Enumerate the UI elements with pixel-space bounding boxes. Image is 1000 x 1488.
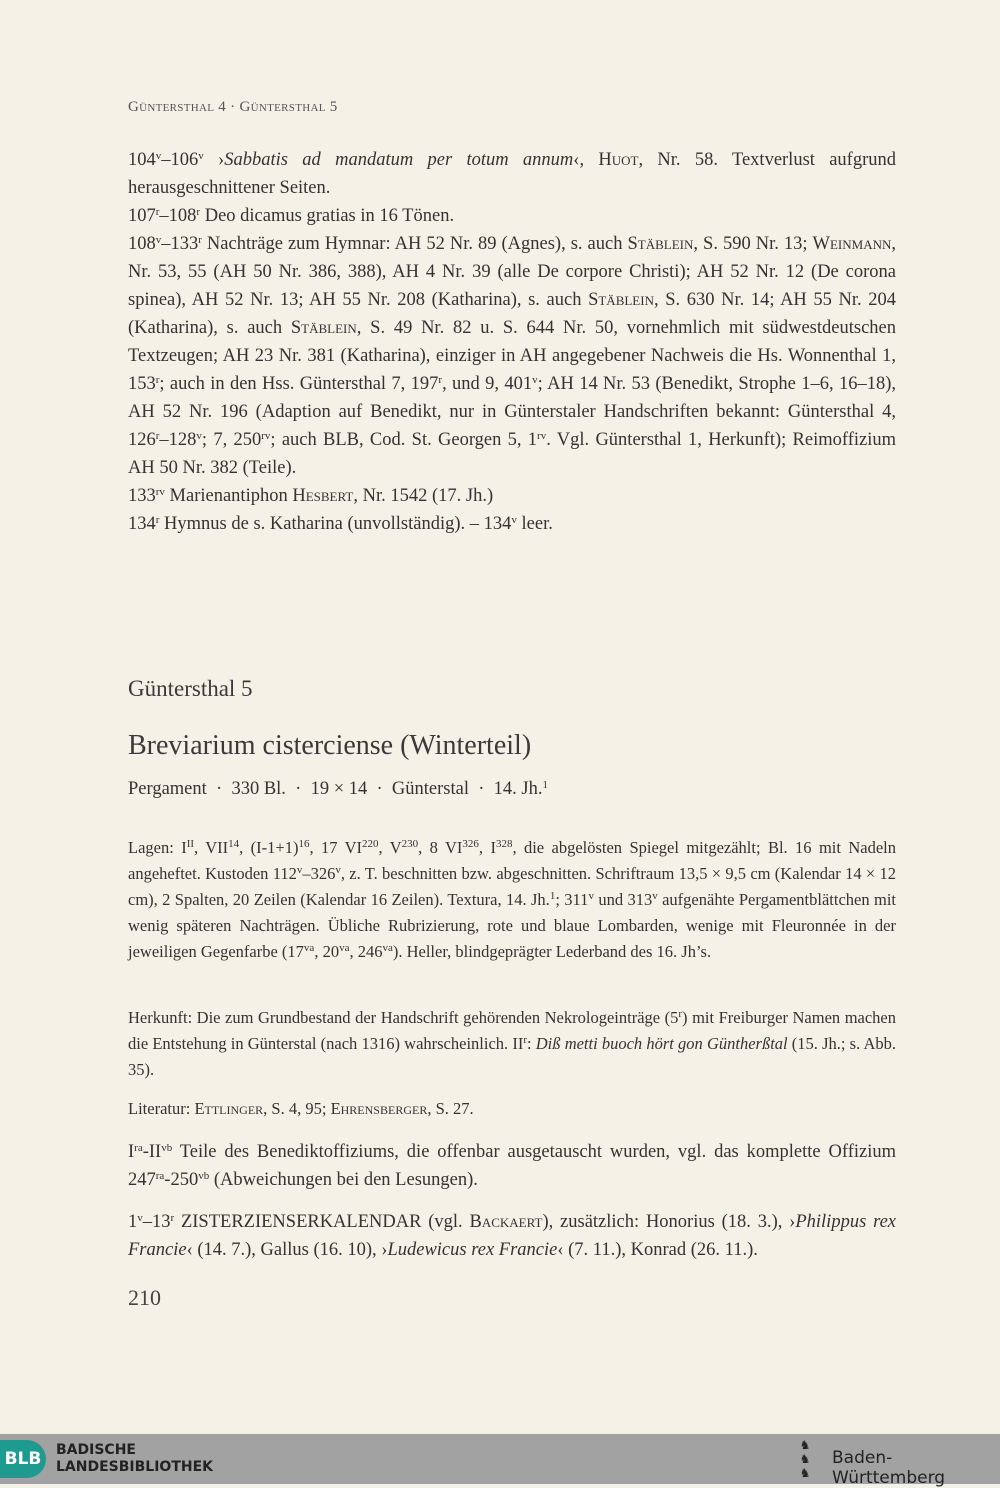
text-segment: 134 <box>128 514 156 534</box>
author-smallcaps: Stäblein <box>627 234 694 254</box>
entry <box>128 202 896 230</box>
text-segment: Hymnus de s. Katharina (unvollständig). – 134 <box>159 514 512 534</box>
folio-superscript: r <box>170 1212 175 1224</box>
entries-list <box>128 146 896 538</box>
text-segment: -250 <box>164 1170 199 1190</box>
folio-superscript: v <box>296 864 303 876</box>
manuscript-title: Breviarium cisterciense (Winterteil) <box>128 730 532 761</box>
text-segment: , I <box>478 838 496 857</box>
folio-superscript: 14 <box>228 838 240 850</box>
text-segment: , VII <box>194 838 229 857</box>
text-segment: (Abweichungen bei den Lesungen). <box>209 1170 478 1190</box>
text-segment: -II <box>142 1142 162 1162</box>
text-segment: Literatur: <box>128 1099 195 1118</box>
text-segment: , S. 49 Nr. 82 u. S. 644 Nr. 50, vornehmlich mit südwestdeutschen Textzeugen; AH 23 Nr. 381 (Katharina), einziger in AH angegebener Nachweis die Hs. Wonnenthal 1, 153 <box>128 318 896 394</box>
running-head: Güntersthal 4 · Güntersthal 5 <box>128 99 338 115</box>
text-segment: aufgenähte Pergamentblättchen mit wenig späteren Nachträgen. Übliche Rubrizierung, rote und blaue Lombarden, wenige mit Fleuronnée in der jeweiligen Gegenfarbe (17 <box>128 890 896 961</box>
library-name-line2: LANDESBIBLIOTHEK <box>56 1459 214 1475</box>
folio-superscript: v <box>198 150 204 162</box>
text-segment: ; AH 14 Nr. 53 (Benedikt, Strophe 1–6, 16–18), AH 52 Nr. 196 (Adaption auf Benedikt, nur in Günterstaler Handschriften bekannt: Güntersthal 4, 126 <box>128 374 896 450</box>
folio-superscript: va <box>339 942 350 954</box>
italic-text: Diß metti buoch hört gon Güntherßtal <box>535 1034 788 1053</box>
lions-coat-of-arms-icon: ♞ ♞ ♞ <box>799 1438 811 1480</box>
folio-superscript: rv <box>261 430 271 442</box>
text-segment: , z. T. beschnitten bzw. abgeschnitten. Schriftraum 13,5 × 9,5 cm (Kalendar 14 × 12 cm), 2 Spalten, 20 Zeilen (Kalendar 16 Zeilen). Textura, 14. Jh. <box>128 864 897 909</box>
text-segment: –326 <box>302 864 336 883</box>
content-entry <box>128 1208 896 1264</box>
page-number: 210 <box>128 1285 161 1310</box>
text-segment: , V <box>378 838 402 857</box>
folio-superscript: ra <box>155 1170 165 1182</box>
author-smallcaps: Ettlinger <box>194 1099 264 1118</box>
folio-superscript: 230 <box>401 838 419 850</box>
text-segment: ; auch in den Hss. Güntersthal 7, 197 <box>159 374 439 394</box>
italic-text: Sabbatis ad mandatum per totum annum <box>224 150 574 170</box>
folio-superscript: v <box>532 374 538 386</box>
folio-superscript: v <box>196 430 202 442</box>
text-segment: , Nr. 53, 55 (AH 50 Nr. 386, 388), AH 4 Nr. 39 (alle De corpore Christi); AH 52 Nr. 12 (De corona spinea), AH 52 Nr. 13; AH 55 Nr. 208 (Katharina), s. auch <box>128 234 896 310</box>
folio-superscript: r <box>155 206 160 218</box>
folio-superscript: r <box>523 1034 527 1046</box>
text-segment: –13 <box>142 1212 171 1232</box>
library-name[interactable] <box>56 1442 213 1476</box>
literatur-paragraph <box>128 1096 896 1122</box>
footer-bar <box>0 1434 1000 1488</box>
author-smallcaps: Stäblein <box>290 318 357 338</box>
folio-superscript: rv <box>155 486 165 498</box>
folio-superscript: va <box>382 942 393 954</box>
folio-superscript: r <box>438 374 443 386</box>
state-name[interactable]: Baden-Württemberg <box>832 1448 946 1488</box>
text-segment: I <box>128 1142 135 1162</box>
italic-text: Ludewicus rex Francie <box>387 1240 558 1260</box>
text-segment: ). Heller, blindgeprägter Lederband des 16. Jh’s. <box>392 942 712 961</box>
text-segment: 133 <box>128 486 156 506</box>
text-segment: ; 7, 250 <box>201 430 262 450</box>
text-segment: Nachträge zum Hymnar: AH 52 Nr. 89 (Agnes), s. auch <box>201 234 628 254</box>
folio-superscript: 1 <box>542 779 548 791</box>
folio-superscript: vb <box>161 1142 173 1154</box>
folio-superscript: va <box>303 942 315 954</box>
folio-superscript: 328 <box>495 838 513 850</box>
library-name-line1: BADISCHE <box>56 1442 136 1458</box>
text-segment: ; 311 <box>555 890 589 909</box>
folio-superscript: 1 <box>549 890 556 902</box>
text-segment: (15. Jh.; s. Abb. 35). <box>128 1034 897 1079</box>
author-smallcaps: Backaert <box>469 1212 543 1232</box>
text-segment: 104 <box>128 150 156 170</box>
text-segment: , S. 27. <box>427 1099 474 1118</box>
folio-superscript: II <box>186 838 195 850</box>
folio-superscript: v <box>155 150 162 162</box>
author-smallcaps: Huot <box>598 150 639 170</box>
entry <box>128 482 896 510</box>
herkunft-paragraph <box>128 1005 896 1083</box>
content-entry <box>128 1138 896 1194</box>
folio-superscript: r <box>155 374 160 386</box>
text-segment: Deo dicamus gratias in 16 Tönen. <box>200 206 455 226</box>
text-segment: ‹, <box>573 150 599 170</box>
text-segment: : <box>527 1034 536 1053</box>
folio-superscript: vb <box>198 1170 210 1182</box>
text-segment: ‹ (7. 11.), Konrad (26. 11.). <box>557 1240 758 1260</box>
entry <box>128 146 896 202</box>
manuscript-meta <box>128 779 896 800</box>
text-segment: ) mit Freiburger Namen machen die Entstehung in Günterstal (nach 1316) wahrscheinlich. II <box>128 1008 896 1053</box>
entry <box>128 510 896 538</box>
text-segment: › <box>203 150 225 170</box>
text-segment: Herkunft: Die zum Grundbestand der Handschrift gehörenden Nekrologeinträge (5 <box>128 1008 679 1027</box>
text-segment: 107 <box>128 206 156 226</box>
text-segment: –108 <box>159 206 197 226</box>
folio-superscript: 16 <box>298 838 310 850</box>
folio-superscript: v <box>652 890 658 902</box>
text-segment: , Nr. 1542 (17. Jh.) <box>353 486 494 506</box>
text-segment: Lagen: I <box>128 838 187 857</box>
folio-superscript: r <box>155 514 160 526</box>
folio-superscript: v <box>511 514 517 526</box>
lagen-paragraph <box>128 835 896 965</box>
folio-superscript: r <box>196 206 201 218</box>
author-smallcaps: Stäblein <box>588 290 654 310</box>
folio-superscript: ra <box>134 1142 143 1154</box>
text-segment: , S. 630 Nr. 14; AH 55 Nr. 204 (Katharina), s. auch <box>128 290 896 338</box>
text-segment: , S. 4, 95; <box>263 1099 331 1118</box>
folio-superscript: r <box>678 1008 683 1020</box>
author-smallcaps: Weinmann <box>812 234 892 254</box>
text-segment: , Nr. 58. Textverlust aufgrund herausgeschnittener Seiten. <box>128 150 897 198</box>
text-segment: –128 <box>159 430 197 450</box>
folio-superscript: v <box>335 864 341 876</box>
text-segment: 108 <box>128 234 156 254</box>
text-segment: , die abgelösten Spiegel mitgezählt; Bl. 16 mit Nadeln angeheftet. Kustoden 112 <box>128 838 896 883</box>
text-segment: ), zusätzlich: Honorius (18. 3.), › <box>542 1212 796 1232</box>
text-segment: , S. 590 Nr. 13; <box>693 234 813 254</box>
folio-superscript: r <box>198 234 202 246</box>
folio-superscript: 326 <box>462 838 479 850</box>
text-segment: ZISTERZIENSERKALENDAR (vgl. <box>174 1212 470 1232</box>
italic-text: Philippus rex Francie <box>128 1212 897 1260</box>
text-segment: Teile des Benediktoffiziums, die offenbar ausgetauscht wurden, vgl. das komplette Offizium 247 <box>128 1142 896 1190</box>
text-segment: . Vgl. Güntersthal 1, Herkunft); Reimoffizium AH 50 Nr. 382 (Teile). <box>128 430 896 478</box>
text-segment: , 17 VI <box>309 838 362 857</box>
author-smallcaps: Ehrensberger <box>330 1099 428 1118</box>
text-segment: , 246 <box>349 942 383 961</box>
text-segment: , 20 <box>314 942 340 961</box>
folio-superscript: rv <box>537 430 547 442</box>
text-segment: 1 <box>128 1212 138 1232</box>
folio-superscript: v <box>588 890 594 902</box>
folio-superscript: r <box>155 430 160 442</box>
text-segment: , (I-1+1) <box>239 838 299 857</box>
text-segment: , 8 VI <box>418 838 463 857</box>
text-segment: Pergament · 330 Bl. · 19 × 14 · Günterstal · 14. Jh. <box>128 779 543 799</box>
folio-superscript: v <box>137 1212 143 1224</box>
entry <box>128 230 896 482</box>
text-segment: Marienantiphon <box>164 486 293 506</box>
text-segment: und 313 <box>593 890 653 909</box>
manuscript-siglum: Güntersthal 5 <box>128 676 253 701</box>
text-segment: ‹ (14. 7.), Gallus (16. 10), › <box>186 1240 388 1260</box>
text-segment: ; auch BLB, Cod. St. Georgen 5, 1 <box>270 430 538 450</box>
text-segment: –106 <box>161 150 199 170</box>
text-segment: , und 9, 401 <box>442 374 533 394</box>
text-segment: –133 <box>161 234 199 254</box>
folio-superscript: 220 <box>362 838 379 850</box>
author-smallcaps: Hesbert <box>292 486 354 506</box>
folio-superscript: v <box>155 234 162 246</box>
blb-logo[interactable]: BLB <box>0 1440 46 1478</box>
text-segment: leer. <box>516 514 553 534</box>
